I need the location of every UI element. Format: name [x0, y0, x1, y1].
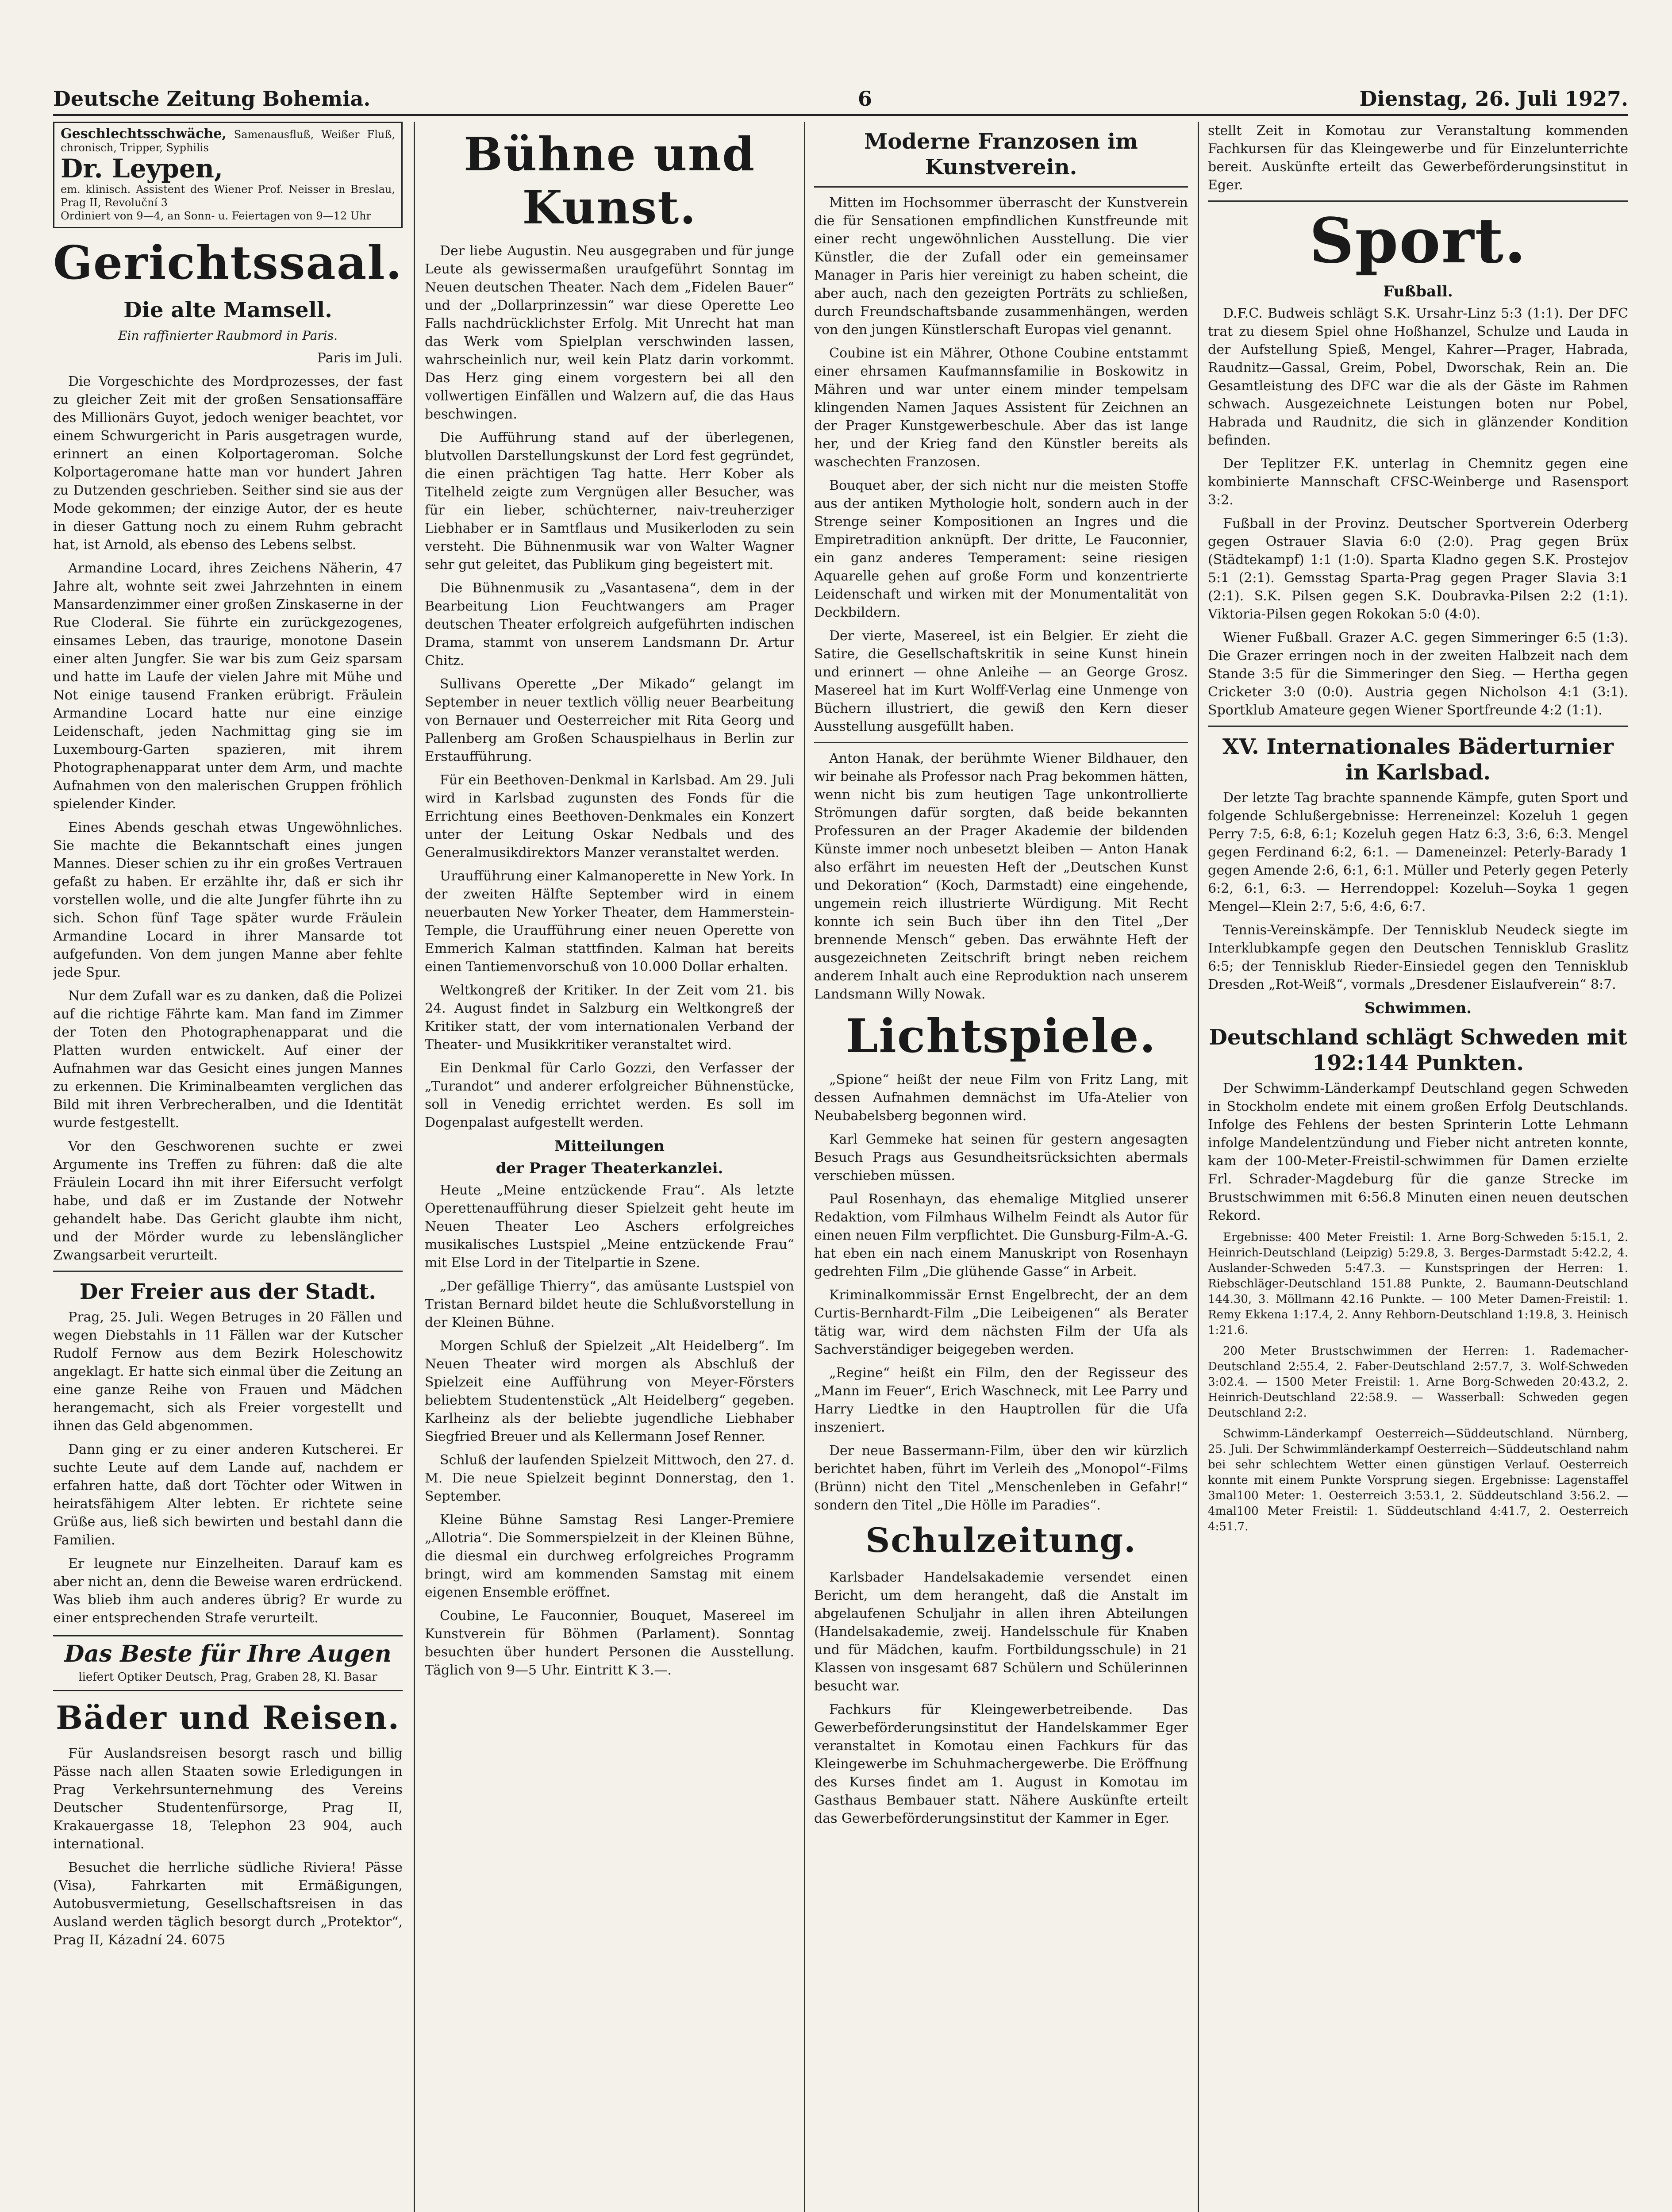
section-title-baeder: Bäder und Reisen. — [56, 1699, 400, 1736]
paragraph: Der liebe Augustin. Neu ausgegraben und für junge Leute als gewissermaßen uraufgeführt Sonntag im Neuen deutschen Theater. Nach dem „Fidelen Bauer“ und der „Dollarprinzessin“ war diese Operette Leo Falls nachdrücklichster Erfolg. Mit Unrecht hat man das Werk vom Spielplan verschwinden lassen, wahrscheinlich nur, weil kein Platz darin vorkommt. Das Herz ging einem vorgestern bei all den vollwertigen Einfällen und Walzern auf, die das Haus beschwingen. — [425, 243, 794, 422]
paragraph: Mitten im Hochsommer überrascht der Kunstverein die für Sensationen empfindlichen Kunstfreunde mit einer recht ungewöhnlichen Ausstellung. Die vier Künstler, die der Zufall oder ein gemeinsamer Manager in Paris hier vereinigt zu haben scheint, die aber auch, nach den gezeigten Porträts zu schließen, durch Freundschaftsbande zusammenhängen, werden von den jungen Künstlerschaft Europas viel genannt. — [814, 195, 1188, 338]
article-headline: Die alte Mamsell. — [123, 298, 332, 323]
paragraph: Paul Rosenhayn, das ehemalige Mitglied unserer Redaktion, vom Filmhaus Wilhelm Feindt als Autor für einen neuen Film verpflichtet. Die Gunsburg-Film-A.-G. hat eben ein nach einem Manuskript von Rosenhayn gedrehten Film „Die glühende Gasse“ in Arbeit. — [814, 1191, 1188, 1279]
article-headline: Moderne Franzosen im Kunstverein. — [864, 129, 1138, 180]
column-4 — [1208, 122, 1628, 2212]
article-headline: Deutschland schlägt Schweden mit 192:144 Punkten. — [1209, 1025, 1627, 1075]
issue-date: Dienstag, 26. Juli 1927. — [1359, 87, 1628, 111]
column-3 — [814, 122, 1188, 2212]
paragraph: Besuchet die herrliche südliche Riviera! Pässe (Visa), Fahrkarten mit Ermäßigungen, Autobusvermietung, Gesellschaftsreisen in das Ausland werden täglich besorgt durch „Protektor“, Prag II, Kázadní 24. 6075 — [53, 1860, 403, 1948]
page-number: 6 — [857, 87, 872, 111]
paragraph: Tennis-Vereinskämpfe. Der Tennisklub Neudeck siegte im Interklubkampfe gegen den Deutschen Tennisklub Graslitz 6:5; der Tennisklub Rieder-Einsiedel gegen den Tennisklub Dresden „Rot-Weiß“, vormals „Dresdener Eislaufverein“ 8:7. — [1208, 922, 1628, 992]
paragraph: Nur dem Zufall war es zu danken, daß die Polizei auf die richtige Fährte kam. Man fand im Zimmer der Toten den Photographenapparat und die Platten wurden entwickelt. Auf einer der Aufnahmen war das Gesicht eines jungen Mannes zu erkennen. Die Kriminalbeamten verglichen das Bild mit ihren Verbrecheralben, und die Identität wurde festgestellt. — [53, 988, 403, 1131]
paragraph: Fachkurs für Kleingewerbetreibende. Das Gewerbeförderungsinstitut der Handelskammer Eger veranstaltet in Komotau einen Fachkurs für das Kleingewerbe im Schuhmachergewerbe. Die Eröffnung des Kurses findet am 1. August in Komotau im Gasthaus Bembauer statt. Nähere Auskünfte erteilt das Gewerbeförderungsinstitut der Kammer in Eger. — [814, 1702, 1188, 1826]
column-rule — [804, 122, 805, 2212]
paragraph: Sullivans Operette „Der Mikado“ gelangt im September in neuer textlich völlig neuer Bearbeitung von Bernauer und Oesterreicher mit Rita Georg und Pallenberg am Großen Schauspielhaus in Berlin zur Erstaufführung. — [425, 676, 794, 764]
paragraph: Coubine, Le Fauconnier, Bouquet, Masereel im Kunstverein für Böhmen (Parlament). Sonntag besuchten über hundert Personen die Ausstellung. Täglich von 9—5 Uhr. Eintritt K 3.—. — [425, 1608, 794, 1678]
ad-leypen-brand: Dr. Leypen, — [61, 154, 223, 184]
paragraph: Für Auslandsreisen besorgt rasch und billig Pässe nach allen Staaten sowie Erledigungen in Prag Verkehrsunternehmung des Vereins Deutscher Studentenfürsorge, Prag II, Krakauergasse 18, Telephon 23 904, auch international. — [53, 1746, 403, 1852]
paragraph: Ein Denkmal für Carlo Gozzi, den Verfasser der „Turandot“ und anderer erfolgreicher Bühnenstücke, soll in Venedig errichtet werden. Es soll im Dogenpalast aufgestellt werden. — [425, 1060, 794, 1130]
paragraph: Eines Abends geschah etwas Ungewöhnliches. Sie machte die Bekanntschaft eines jungen Mannes. Dieser schien zu ihr ein großes Vertrauen gefaßt zu haben. Er erzählte ihr, daß er sich ihr vorstellen wolle, und die alte Jungfer führte ihn zu sich. Schon fünf Tage später wurde Fräulein Armandine Locard in ihrer Mansarde tot aufgefunden. Von dem jungen Manne aber fehlte jede Spur. — [53, 820, 403, 980]
paragraph: Der Teplitzer F.K. unterlag in Chemnitz gegen eine kombinierte Mannschaft CFSC-Weinberge und Rasensport 3:2. — [1208, 456, 1628, 508]
paragraph: Anton Hanak, der berühmte Wiener Bildhauer, den wir beinahe als Professor nach Prag bekommen hätten, wenn nicht bis zum heutigen Tage unkontrollierte Strömungen dafür sorgten, daß beide bekannten Professuren an der Prager Akademie der bildenden Künste immer noch unbesetzt bleiben — Anton Hanak also erfährt im neuesten Heft der „Deutschen Kunst und Dekoration“ (Koch, Darmstadt) eine eingehende, ungemein reich illustrierte Würdigung. Mit Recht konnte ich sein Buch über ihn den Titel „Der brennende Mensch“ geben. Das erwähnte Heft der ausgezeichneten Zeitschrift bringt neben reichem anderem Inhalt auch eine Reproduktion nach unserem Landsmann Willy Nowak. — [814, 751, 1188, 1002]
ad-optiker-line: liefert Optiker Deutsch, Prag, Graben 28, Kl. Basar — [78, 1671, 377, 1684]
subsection-subhead: der Prager Theaterkanzlei. — [496, 1160, 723, 1177]
paragraph: Uraufführung einer Kalmanoperette in New York. In der zweiten Hälfte September wird in einem neuerbauten New Yorker Theater, dem Hammerstein-Temple, die Uraufführung einer neuen Operette von Emmerich Kalman stattfinden. Kalman hat bereits einen Tantiemenvorschuß von 10.000 Dollar erhalten. — [425, 868, 794, 975]
subsection-head: Mitteilungen — [554, 1137, 665, 1155]
section-title-schulzeitung: Schulzeitung. — [865, 1521, 1137, 1560]
section-title-buehne: Bühne und Kunst. — [463, 127, 756, 234]
paragraph: Coubine ist ein Mährer, Othone Coubine entstammt einer ehrsamen Kaufmannsfamilie in Boskowitz in Mähren und war unter einem minder tempelsam klingenden Namen Jaques Assistent für Zeichnen an der Prager Kunstgewerbeschule. Aber das ist lange her, und der Krieg fand den Künstler bereits als waschechten Franzosen. — [814, 346, 1188, 470]
paragraph: Ergebnisse: 400 Meter Freistil: 1. Arne Borg-Schweden 5:15.1, 2. Heinrich-Deutschland (Leipzig) 5:29.8, 3. Berges-Darmstadt 5:42.2, 4. Auslander-Schweden 5:47.3. — Kunstspringen der Herren: 1. Riebschläger-Deutschland 151.88 Punkte, 2. Baumann-Deutschland 144.30, 3. Möllmann 42.16 Punkte. — 100 Meter Damen-Freistil: 1. Remy Ekkena 1:17.4, 2. Anny Rehborn-Deutschland 1:19.8, 3. Heinisch 1:21.6. — [1208, 1231, 1628, 1337]
article-kicker: Ein raffinierter Raubmord in Paris. — [118, 328, 338, 343]
paragraph: Die Vorgeschichte des Mordprozesses, der fast zu gleicher Zeit mit der großen Sensationsaffäre des Millionärs Guyot, jedoch weniger beachtet, vor einem Schwurgericht in Paris ausgetragen wurde, erinnert an einen Kolportageroman. Solche Kolportageromane hatte man vor hundert Jahren zu Dutzenden geschrieben. Seither sind sie aus der Mode gekommen; der einzige Autor, der es heute in dieser Gattung noch zu einem Ruhm gebracht hat, ist Arnold, als ebenso des Lebens selbst. — [53, 374, 403, 553]
article-headline: XV. Internationales Bäderturnier in Karlsbad. — [1222, 734, 1614, 785]
paragraph: Fußball in der Provinz. Deutscher Sportverein Oderberg gegen Ostrauer Slavia 6:0 (2:0). Prag gegen Brüx (Städtekampf) 1:1 (1:0). Sparta Kladno gegen S.K. Prostejov 5:1 (2:1). Gemsstag Sparta-Prag gegen Prager Slavia 3:1 (2:1). S.K. Pilsen gegen S.K. Doubravka-Pilsen 2:2 (1:1). Viktoria-Pilsen gegen Rokokan 5:0 (4:0). — [1208, 516, 1628, 622]
divider — [814, 742, 1188, 743]
paragraph: Prag, 25. Juli. Wegen Betruges in 20 Fällen und wegen Diebstahls in 11 Fällen war der Kutscher Rudolf Fernow aus dem Bezirk Holeschowitz angeklagt. Er hatte sich einmal über die Zeitung an eine ganze Reihe von Frauen und Mädchen herangemacht, sich als Freier vorgestellt und ihnen das Geld abgenommen. — [53, 1310, 403, 1434]
paragraph: Weltkongreß der Kritiker. In der Zeit vom 21. bis 24. August findet in Salzburg ein Weltkongreß der Kritiker statt, der vom internationalen Verband der Theater- und Musikkritiker veranstaltet wird. — [425, 983, 794, 1052]
ad-leypen-detail: em. klinisch. Assistent des Wiener Prof. Neisser in Breslau, Prag II, Revoluční 3 — [61, 183, 395, 209]
paragraph: Dann ging er zu einer anderen Kutscherei. Er suchte Leute auf dem Lande auf, nachdem er erfahren hatte, daß dort Töchter oder Witwen in heiratsfähigem Alter lebten. Er richtete seine Grüße aus, ließ sich bewirten und bestahl dann die Familien. — [53, 1442, 403, 1548]
paragraph: Vor den Geschworenen suchte er zwei Argumente ins Treffen zu führen: daß die alte Fräulein Locard ihn mit ihrer Eifersucht verfolgt habe, und daß er im Zustande der Notwehr gehandelt habe. Das Gericht glaubte ihm nicht, und der Mörder wurde zu lebenslänglicher Zwangsarbeit verurteilt. — [53, 1139, 403, 1263]
paragraph: Er leugnete nur Einzelheiten. Darauf kam es aber nicht an, denn die Beweise waren erdrückend. Was blieb ihm auch anderes übrig? Er wurde zu einer entsprechenden Strafe verurteilt. — [53, 1556, 403, 1626]
column-rule — [414, 122, 415, 2212]
paragraph: Der vierte, Masereel, ist ein Belgier. Er zieht die Satire, die Gesellschaftskritik in seine Kunst hinein und erinnert — ohne Anleihe — an George Grosz. Masereel hat im Kurt Wolff-Verlag eine Unmenge von Büchern illustriert, die gewiß den Kern dieser Ausstellung ausgefüllt haben. — [814, 628, 1188, 734]
paragraph: Der Schwimm-Länderkampf Deutschland gegen Schweden in Stockholm endete mit einem großen Erfolg Deutschlands. Infolge des Fehlens der besten Sprinterin Lotte Lehmann infolge Mandelentzündung und Fieber nicht antreten konnte, kam der 100-Meter-Freistil-schwimmen für Damen erzielte Frl. Schrader-Magdeburg für die ganze Strecke im Brustschwimmen mit 6:56.8 Minuten einen neuen deutschen Rekord. — [1208, 1081, 1628, 1223]
paragraph: Bouquet aber, der sich nicht nur die meisten Stoffe aus der antiken Mythologie holt, sondern auch in der Strenge seiner Kompositionen an Ingres und die Empiretradition anknüpft. Der dritte, Le Fauconnier, ein ganz anderes Temperament: seine riesigen Aquarelle gehen auf große Form und konzentrierte Leidenschaft und wirken mit der Monumentalität von Deckbildern. — [814, 478, 1188, 620]
divider — [814, 186, 1188, 188]
column-1 — [53, 122, 403, 2212]
paragraph: Der neue Bassermann-Film, über den wir kürzlich berichtet haben, führt im Verleih des „Monopol“-Films (Brünn) nicht den Titel „Menschenleben in Gefahr!“ sondern den Titel „Die Hölle im Paradies“. — [814, 1443, 1188, 1513]
divider — [1208, 200, 1628, 202]
paragraph: D.F.C. Budweis schlägt S.K. Ursahr-Linz 5:3 (1:1). Der DFC trat zu diesem Spiel ohne Hoßhanzel, Schulze und Lauda in der Aufstellung Spieß, Mengel, Kahrer—Prager, Habrada, Raudnitz—Gassal, Greim, Pobel, Dworschak, Rein an. Die Gesamtleistung des DFC war die als der Gäste im Rahmen schwach. Ausgezeichnete Leistungen boten nur Pobel, Habrada und Raudnitz, die sich in glänzender Kondition befinden. — [1208, 306, 1628, 448]
column-2 — [425, 122, 794, 2212]
section-title-lichtspiele: Lichtspiele. — [846, 1009, 1157, 1063]
ad-optiker-slogan: Das Beste für Ihre Augen — [64, 1640, 392, 1667]
ad-leypen-right: Samenausfluß, Weißer Fluß, chronisch, Tripper, Syphilis — [61, 128, 395, 154]
paragraph: Armandine Locard, ihres Zeichens Näherin, 47 Jahre alt, wohnte seit zwei Jahrzehnten in einem Mansardenzimmer einer großen Zinskaserne in der Rue Cloderal. Sie führte ein zurückgezogenes, einsames Leben, das traurige, monotone Dasein einer alten Jungfer. Sie war bis zum Geiz sparsam und hatte im Laufe der vielen Jahre mit Mühe und Not einige tausend Franken erübrigt. Fräulein Armandine Locard hatte nur eine einzige Leidenschaft, jeden Nachmittag ging sie im Luxembourg-Garten spazieren, mit ihrem Photographenapparat unter dem Arm, und machte Aufnahmen von den malerischen Gruppen fröhlich spielender Kinder. — [53, 561, 403, 812]
paragraph: „Regine“ heißt ein Film, den der Regisseur des „Mann im Feuer“, Erich Waschneck, mit Lee Parry und Harry Liedtke in den Hauptrollen für die Ufa inszeniert. — [814, 1365, 1188, 1435]
paragraph: Morgen Schluß der Spielzeit „Alt Heidelberg“. Im Neuen Theater wird morgen als Abschluß der Spielzeit eine Aufführung von Meyer-Försters beliebtem Studentenstück „Alt Heidelberg“ gegeben. Karlheinz als der beliebte jugendliche Liebhaber Siegfried Breuer und als Kellermann Josef Renner. — [425, 1338, 794, 1444]
paragraph: „Spione“ heißt der neue Film von Fritz Lang, mit dessen Aufnahmen demnächst im Ufa-Atelier von Neubabelsberg begonnen wird. — [814, 1072, 1188, 1124]
paragraph: stellt Zeit in Komotau zur Veranstaltung kommenden Fachkursen für das Kleingewerbe und für Einzelunterrichte bereit. Auskünfte erteilt das Gewerbeförderungsinstitut in Eger. — [1208, 123, 1628, 193]
ad-optiker-deutsch — [53, 1635, 403, 1691]
paragraph: 200 Meter Brustschwimmen der Herren: 1. Rademacher-Deutschland 2:55.4, 2. Faber-Deutschland 2:57.7, 3. Wolf-Schweden 3:02.4. — 1500 Meter Freistil: 1. Arne Borg-Schweden 20:43.2, 2. Heinrich-Deutschland 22:58.9. — Wasserball: Schweden gegen Deutschland 2:2. — [1208, 1344, 1628, 1420]
paragraph: Wiener Fußball. Grazer A.C. gegen Simmeringer 6:5 (1:3). Die Grazer erringen noch in der zweiten Halbzeit nach dem Stande 3:5 für die Simmeringer den Sieg. — Hertha gegen Cricketer 3:0 (0:0). Austria gegen Nicholson 4:1 (3:1). Sportklub Amateure gegen Wiener Sportfreunde 4:2 (1:1). — [1208, 630, 1628, 718]
paragraph: Kriminalkommissär Ernst Engelbrecht, der an dem Curtis-Bernhardt-Film „Die Leibeigenen“ als Berater tätig war, wird dem nächsten Film der Ufa als Sachverständiger beigegeben werden. — [814, 1287, 1188, 1357]
paragraph: Für ein Beethoven-Denkmal in Karlsbad. Am 29. Juli wird in Karlsbad zugunsten des Fonds für die Errichtung eines Beethoven-Denkmales ein Konzert unter der Leitung Oskar Nedbals und des Generalmusikdirektors Manzer veranstaltet werden. — [425, 772, 794, 860]
subsection-head: Fußball. — [1383, 283, 1453, 300]
paper-name: Deutsche Zeitung Bohemia. — [53, 87, 371, 111]
paragraph: Kleine Bühne Samstag Resi Langer-Premiere „Allotria“. Die Sommerspielzeit in der Kleinen Bühne, die diesmal ein durchweg erfolgreiches Programm bringt, wird am kommenden Samstag mit einem eigenen Ensemble eröffnet. — [425, 1512, 794, 1600]
dateline: Paris im Juli. — [317, 350, 403, 366]
divider — [1208, 726, 1628, 727]
paragraph: „Der gefällige Thierry“, das amüsante Lustspiel von Tristan Bernard bildet heute die Schlußvorstellung in der Kleinen Bühne. — [425, 1279, 794, 1330]
ad-leypen-left: Geschlechtsschwäche, — [61, 126, 227, 142]
paragraph: Schwimm-Länderkampf Oesterreich—Süddeutschland. Nürnberg, 25. Juli. Der Schwimmländerkampf Oesterreich—Süddeutschland nahm bei sehr schlechtem Wetter einen günstigen Verlauf. Oesterreich konnte mit einem Punkte Vorsprung siegen. Ergebnisse: Lagenstaffel 3mal100 Meter: 1. Oesterreich 3:53.1, 2. Süddeutschland 3:56.2. — 4mal100 Meter Freistil: 1. Süddeutschland 4:41.7, 2. Oesterreich 4:51.7. — [1208, 1427, 1628, 1533]
divider — [53, 1271, 403, 1272]
paragraph: Der letzte Tag brachte spannende Kämpfe, guten Sport und folgende Schlußergebnisse: Herreneinzel: Kozeluh 1 gegen Perry 7:5, 6:8, 6:1; Kozeluh gegen Hatz 6:3, 3:6, 6:3. Mengel gegen Ferdinand 6:2, 6:1. — Dameneinzel: Peterly-Barady 1 gegen Amende 2:6, 6:1, 6:1. Müller und Peterly gegen Peterly 6:2, 6:1, 6:3. — Herrendoppel: Kozeluh—Soyka 1 gegen Mengel—Klein 2:7, 5:6, 4:6, 6:7. — [1208, 790, 1628, 914]
column-rule — [1198, 122, 1199, 2212]
paragraph: Die Aufführung stand auf der überlegenen, blutvollen Darstellungskunst der Lord fest gegründet, die einen prächtigen Tag hatte. Herr Kober als Titelheld zeigte zum Vergnügen aller Besucher, was für ein lieber, schüchterner, naiv-treuherziger Liebhaber er in Samtflaus und Musikerloden zu sein versteht. Die Bühnenmusik war von Walter Wagner sehr gut geleitet, das Publikum ging begeistert mit. — [425, 430, 794, 572]
subsection-head: Schwimmen. — [1364, 999, 1472, 1017]
article-headline: Der Freier aus der Stadt. — [79, 1279, 377, 1304]
paragraph: Karl Gemmeke hat seinen für gestern angesagten Besuch Prags aus Gesundheitsrücksichten abermals verschieben müssen. — [814, 1132, 1188, 1183]
paragraph: Schluß der laufenden Spielzeit Mittwoch, den 27. d. M. Die neue Spielzeit beginnt Donnerstag, den 1. September. — [425, 1452, 794, 1504]
section-title-sport: Sport. — [1309, 205, 1527, 277]
masthead — [53, 80, 1628, 116]
section-title-gerichtssaal: Gerichtssaal. — [53, 235, 403, 290]
paragraph: Heute „Meine entzückende Frau“. Als letzte Operettenaufführung dieser Spielzeit geht heute im Neuen Theater Leo Aschers erfolgreiches musikalisches Lustspiel „Meine entzückende Frau“ mit Else Lord in der Titelpartie in Szene. — [425, 1183, 794, 1271]
ad-dr-leypen — [53, 122, 403, 228]
paragraph: Karlsbader Handelsakademie versendet einen Bericht, um dem herangeht, daß die Anstalt im abgelaufenen Schuljahr in allen ihren Abteilungen (Handelsakademie, zweij. Handelsschule für Knaben und für Mädchen, kaufm. Fortbildungsschule) in 21 Klassen von insgesamt 687 Schülern und Schülerinnen besucht war. — [814, 1570, 1188, 1694]
ad-leypen-hours: Ordiniert von 9—4, an Sonn- u. Feiertagen von 9—12 Uhr — [61, 210, 371, 222]
paragraph: Die Bühnenmusik zu „Vasantasena“, dem in der Bearbeitung Lion Feuchtwangers am Prager deutschen Theater erfolgreich aufgeführten indischen Drama, stammt von unserem Landsmann Dr. Artur Chitz. — [425, 580, 794, 668]
